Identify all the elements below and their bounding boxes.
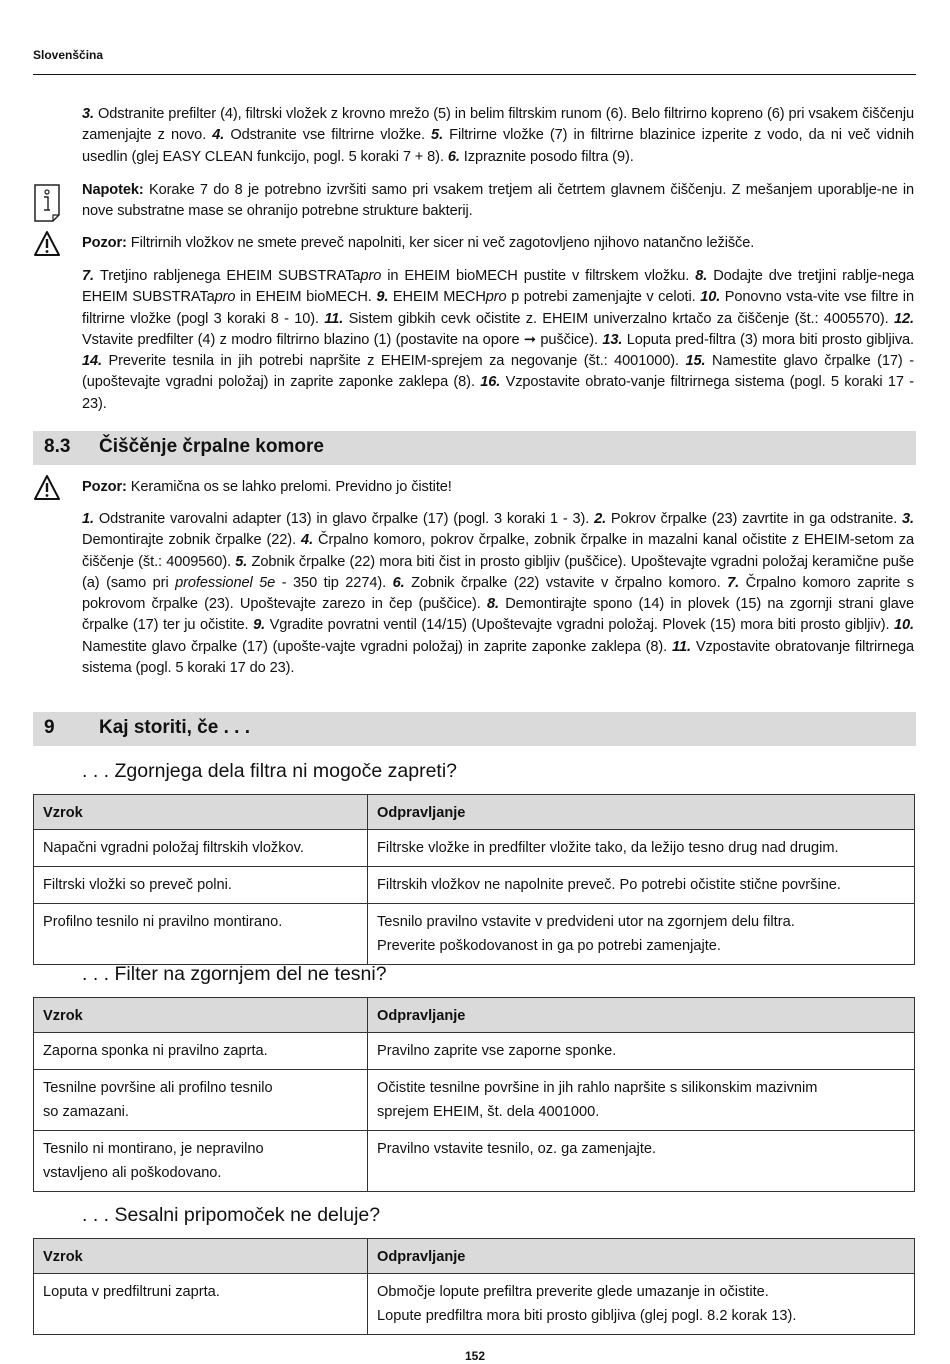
column-header-remedy: Odpravljanje	[368, 998, 915, 1033]
pump-cleaning-steps-paragraph	[82, 509, 914, 679]
cause-cell: Tesnilne površine ali profilno tesnilo so zamazani.	[34, 1070, 368, 1131]
step-italic-text: pro	[360, 268, 382, 284]
step-number: 13.	[602, 331, 627, 348]
remedy-cell: Tesnilo pravilno vstavite v predvideni utor na zgornjem delu filtra. Preverite poškodovanost in ga po potrebi zamenjajte.	[368, 904, 915, 965]
steps-3-6-paragraph	[82, 104, 914, 168]
table-row	[34, 1070, 915, 1131]
step-text: Vgradite povratni ventil (14/15) (Upoštevajte vgradni položaj. Plovek (15) mora biti prosto gibljiv).	[269, 617, 894, 634]
step-number: 12.	[894, 310, 914, 327]
step-text: Črpalno komoro, pokrov črpalke, zobnik črpalke in mazalni kanal očistite z EHEIM-setom za čiščenje (št.: 4009560).	[82, 532, 914, 570]
step-number: 16.	[480, 374, 506, 391]
step-text: Pokrov črpalke (23) zavrtite in ga odstranite.	[610, 511, 903, 527]
step-number: 3.	[902, 511, 914, 527]
step-italic-text: pro	[214, 289, 236, 306]
step-number: 11.	[672, 638, 696, 655]
warning-text: Keramična os se lahko prelomi. Previdno jo čistite!	[130, 479, 452, 495]
warning-label: Pozor:	[82, 479, 127, 495]
question-heading: . . . Sesalni pripomoček ne deluje?	[82, 1204, 381, 1226]
step-number: 10.	[894, 617, 914, 634]
section-heading-9	[33, 712, 916, 746]
warning-label: Pozor:	[82, 235, 127, 251]
step-italic-text: professionel 5e	[175, 574, 276, 591]
step-number: 9.	[253, 617, 270, 634]
remedy-cell: Filtrske vložke in predfilter vložite tako, da ležijo tesno drug nad drugim.	[368, 830, 915, 867]
column-header-remedy: Odpravljanje	[368, 1239, 915, 1274]
column-header-remedy: Odpravljanje	[368, 795, 915, 830]
step-text: p potrebi zamenjajte v celoti.	[506, 289, 701, 306]
step-text: in EHEIM bioMECH pustite v filtrskem vložku.	[381, 268, 696, 284]
step-number: 4.	[301, 532, 319, 549]
header-rule	[33, 74, 916, 75]
step-number: 5.	[431, 127, 450, 144]
step-text: Črpalno komoro zaprite s pokrovom črpalke (23). Upoštevajte zarezo in čep (puščice).	[82, 574, 914, 613]
step-number: 10.	[700, 289, 725, 306]
section-title: Čiščěnje črpalne komore	[99, 436, 324, 457]
section-title: Kaj storiti, če . . .	[99, 717, 250, 738]
question-heading: . . . Filter na zgornjem del ne tesni?	[82, 963, 387, 985]
step-number: 2.	[594, 511, 611, 527]
step-text: Vstavite predfilter (4) z modro filtrirno blazino (1) (postavite na opore ➞ puščice).	[82, 331, 603, 348]
language-label: Slovenščina	[33, 48, 104, 62]
step-number: 8.	[695, 268, 714, 284]
warning-text: Filtrirnih vložkov ne smete preveč napolniti, ker sicer ni več zagotovljeno njihovo natančno ležišče.	[130, 235, 755, 251]
column-header-cause: Vzrok	[34, 795, 368, 830]
step-number: 3.	[82, 106, 98, 122]
section-number: 9	[44, 717, 55, 738]
step-text: EHEIM MECH	[392, 289, 486, 306]
step-number: 11.	[324, 310, 349, 327]
table-row	[34, 867, 915, 904]
step-text: Demontirajte zobnik črpalke (22).	[82, 532, 302, 549]
section-heading-8-3	[33, 431, 916, 465]
step-number: 14.	[82, 353, 109, 370]
table-row	[34, 904, 915, 965]
cause-cell: Tesnilo ni montirano, je nepravilno vstavljeno ali poškodovano.	[34, 1131, 368, 1192]
cause-cell: Profilno tesnilo ni pravilno montirano.	[34, 904, 368, 965]
note-paragraph	[82, 180, 914, 223]
step-text: Filtrirne vložke (7) in filtrirne blazinice izperite z vodo, da ni več vidnih usedlin (glej EASY CLEAN funkcijo, pogl. 5 koraki 7 + 8).	[82, 127, 914, 165]
step-text: Odstranite vse filtrirne vložke.	[230, 127, 432, 144]
remedy-cell: Očistite tesnilne površine in jih rahlo napršite s silikonskim mazivnim sprejem EHEIM, št. dela 4001000.	[368, 1070, 915, 1131]
warning-icon	[33, 473, 61, 503]
step-number: 15.	[685, 353, 713, 370]
table-row	[34, 830, 915, 867]
cause-cell: Filtrski vložki so preveč polni.	[34, 867, 368, 904]
step-text: in EHEIM bioMECH.	[235, 289, 377, 306]
column-header-cause: Vzrok	[34, 1239, 368, 1274]
column-header-cause: Vzrok	[34, 998, 368, 1033]
step-number: 6.	[392, 574, 412, 591]
step-number: 9.	[376, 289, 393, 306]
step-number: 7.	[82, 268, 100, 284]
table-row	[34, 1274, 915, 1335]
step-text: Namestite glavo črpalke (17) - (upoštevajte vgradni položaj) in zaprite zaponke zaklepa (8).	[82, 353, 914, 391]
remedy-cell: Območje lopute prefiltra preverite glede umazanje in očistite. Lopute predfiltra mora biti prosto gibljiva (glej pogl. 8.2 korak 13).	[368, 1274, 915, 1335]
note-label: Napotek:	[82, 182, 144, 198]
step-text: Izpraznite posodo filtra (9).	[463, 148, 634, 165]
cause-cell: Napačni vgradni položaj filtrskih vložkov.	[34, 830, 368, 867]
step-text: - 350 tip 2274).	[275, 574, 393, 591]
warning-paragraph-1	[82, 233, 914, 254]
step-text: Tretjino rabljenega EHEIM SUBSTRATa	[99, 268, 361, 284]
warning-paragraph-2	[82, 477, 914, 498]
step-text: Odstranite prefilter (4), filtrski vložek z krovno mrežo (5) in belim filtrskim runom (6). Belo filtrirno kopreno (6) pri vsakem čiščenju zamenjajte z novo.	[82, 106, 915, 144]
step-text: Ponovno vsta-vite vse filtre in filtrirne vložke (pogl 3 koraki 8 - 10).	[82, 289, 914, 327]
step-number: 6.	[447, 148, 464, 165]
remedy-cell: Pravilno zaprite vse zaporne sponke.	[368, 1033, 915, 1070]
step-number: 8.	[487, 596, 506, 613]
table-row	[34, 1033, 915, 1070]
step-text: Zobnik črpalke (22) vstavite v črpalno komoro.	[411, 574, 728, 591]
step-text: Namestite glavo črpalke (17) (upošte-vajte vgradni položaj) in zaprite zaponke zaklepa (8).	[82, 638, 673, 655]
step-text: Zobnik črpalke (22) mora biti čist in prosto gibljiv (puščice). Upoštevajte vgradni položaj keramične puše (a) (samo pri	[82, 553, 914, 591]
table-row	[34, 1131, 915, 1192]
step-number: 4.	[212, 127, 231, 144]
step-text: Vzpostavite obrato-vanje filtrirnega sistema (pogl. 5 koraki 17 - 23).	[82, 374, 914, 412]
troubleshooting-table	[33, 794, 915, 965]
step-text: Sistem gibkih cevk očistite z. EHEIM univerzalno krtačo za čiščenje (št.: 4005570).	[348, 310, 894, 327]
step-number: 5.	[235, 553, 252, 570]
steps-7-16-paragraph	[82, 266, 914, 415]
step-text: Odstranite varovalni adapter (13) in glavo črpalke (17) (pogl. 3 koraki 1 - 3).	[98, 511, 595, 527]
cause-cell: Zaporna sponka ni pravilno zaprta.	[34, 1033, 368, 1070]
troubleshooting-table	[33, 997, 915, 1192]
remedy-cell: Filtrskih vložkov ne napolnite preveč. Po potrebi očistite stične površine.	[368, 867, 915, 904]
step-text: Demontirajte spono (14) in plovek (15) na zgornji strani glave črpalke (17) ter ju očistite.	[82, 596, 914, 634]
page-number: 152	[464, 1349, 486, 1363]
step-text: Vzpostavite obratovanje filtrirnega sistema (pogl. 5 koraki 17 do 23).	[82, 638, 915, 677]
step-text: Loputa pred-filtra (3) mora biti prosto gibljiva.	[626, 331, 914, 348]
warning-icon	[33, 229, 61, 259]
step-italic-text: pro	[485, 289, 507, 306]
step-number: 7.	[727, 574, 746, 591]
cause-cell: Loputa v predfiltruni zaprta.	[34, 1274, 368, 1335]
step-number: 1.	[82, 511, 99, 527]
remedy-cell: Pravilno vstavite tesnilo, oz. ga zamenjajte.	[368, 1131, 915, 1192]
step-text: Preverite tesnila in jih potrebi napršite z EHEIM-sprejem za negovanje (št.: 4001000).	[108, 353, 686, 370]
troubleshooting-table	[33, 1238, 915, 1335]
info-icon	[33, 183, 61, 223]
question-heading: . . . Zgornjega dela filtra ni mogoče zapreti?	[82, 760, 458, 782]
note-text: Korake 7 do 8 je potrebno izvršiti samo pri vsakem tretjem ali četrtem glavnem čiščenju. Z mešanjem uporablje-ne in nove substratne mase se ohranijo potrebne strukture bakterij.	[82, 182, 914, 220]
section-number: 8.3	[44, 436, 71, 457]
step-text: Dodajte dve tretjini rablje-nega EHEIM SUBSTRATa	[82, 268, 914, 306]
